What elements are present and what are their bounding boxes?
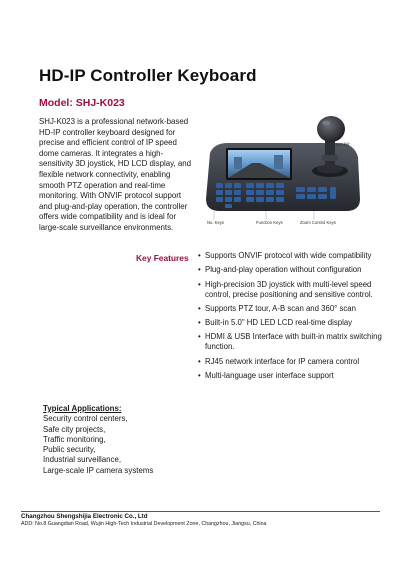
feature-text: control, precise positioning and sensitive control.: [205, 289, 373, 299]
page-title: HD-IP Controller Keyboard: [39, 66, 257, 85]
features-heading: Key Features: [136, 253, 189, 263]
description-line: HD-IP controller keyboard designed for: [39, 127, 176, 137]
bullet-icon: •: [198, 318, 201, 328]
feature-text: Built-in 5.0" HD LED LCD real-time display: [205, 318, 353, 328]
application-item: Industrial surveillance,: [43, 455, 122, 465]
company-name: Changzhou Shengshijia Electronic Co., Ltd: [21, 513, 148, 520]
feature-item: [198, 332, 394, 352]
application-item: Safe city projects,: [43, 424, 106, 434]
description-line: smooth PTZ operation and real-time: [39, 180, 166, 190]
feature-item: [198, 265, 394, 275]
bullet-icon: •: [198, 303, 201, 313]
joystick-callout: Joystcker: [332, 142, 350, 147]
feature-text: High-precision 3D joystick with multi-level speed: [205, 279, 372, 289]
bullet-icon: •: [198, 371, 201, 381]
feature-text: RJ45 network interface for IP camera control: [205, 356, 360, 366]
zoom-keys-callout: Zoom Control Keys: [300, 220, 336, 225]
feature-item: [198, 318, 394, 328]
description-line: SHJ-K023 is a professional network-based: [39, 117, 189, 126]
feature-text: Supports PTZ tour, A-B scan and 360° scan: [205, 303, 356, 313]
number-keys-callout: No. Keys: [207, 220, 224, 225]
feature-text: HDMI & USB Interface with built-in matrix switching: [205, 332, 382, 342]
description-line: flexible network connectivity, enabling: [39, 169, 171, 179]
description-line: offers wide compatibility and is ideal for: [39, 212, 177, 222]
feature-text: Supports ONVIF protocol with wide compatibility: [205, 251, 372, 260]
description-line: large-scale surveillance environments.: [39, 222, 174, 232]
model-number: Model: SHJ-K023: [39, 97, 125, 109]
function-keys-callout: Function Keys: [256, 220, 283, 225]
feature-item: [198, 304, 394, 314]
application-item: Traffic monitoring,: [43, 434, 106, 444]
product-description: [39, 117, 205, 234]
bullet-icon: •: [198, 356, 201, 366]
features-list: [198, 251, 394, 385]
bullet-icon: •: [198, 251, 201, 260]
feature-text: Multi-language user interface support: [205, 371, 334, 381]
feature-item: [198, 251, 394, 261]
description-line: sensitivity 3D joystick, HD LCD display, and: [39, 159, 192, 169]
bullet-icon: •: [198, 265, 201, 275]
applications-heading: Typical Applications:: [43, 404, 122, 413]
applications-section: [43, 404, 203, 476]
description-line: monitoring. With ONVIF protocol support: [39, 191, 182, 201]
footer-divider: [21, 511, 380, 512]
feature-item: [198, 280, 394, 300]
company-address: ADD: No.8 Guangdian Road, Wujin High-Tech Industrial Development Zone, Changzhou, Jiangsu, China: [21, 521, 267, 527]
application-item: Security control centers,: [43, 414, 128, 424]
feature-text: function.: [205, 342, 235, 352]
product-image: [204, 113, 362, 231]
bullet-icon: •: [198, 332, 201, 342]
description-line: precise and efficient control of IP speed: [39, 138, 177, 148]
bullet-icon: •: [198, 279, 201, 289]
feature-item: [198, 371, 394, 381]
description-line: and plug-and-play operation, the controller: [39, 201, 188, 211]
description-line: dome cameras. It integrates a high-: [39, 148, 164, 158]
feature-item: [198, 357, 394, 367]
application-item: Public security,: [43, 445, 96, 455]
feature-text: Plug-and-play operation without configuration: [205, 265, 362, 275]
application-item: Large-scale IP camera systems: [43, 465, 154, 475]
